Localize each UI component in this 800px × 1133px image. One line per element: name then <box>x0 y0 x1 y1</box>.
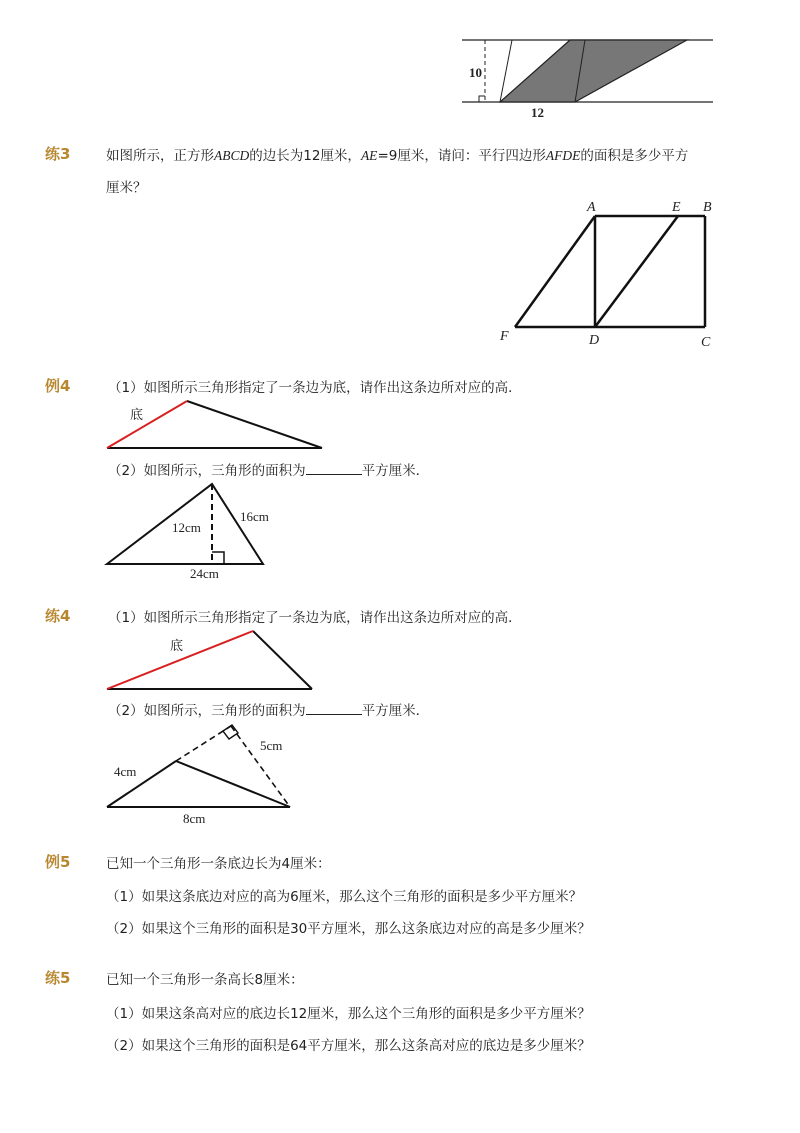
li4-side-label: 16cm <box>240 509 269 524</box>
li5-intro: 已知一个三角形一条底边长为4厘米： <box>106 856 331 872</box>
point-C-label: C <box>701 335 711 350</box>
lian4-side-label: 4cm <box>114 764 137 779</box>
lian4-part1-text: （1）如图所示三角形指定了一条边为底，请作出这条边所对应的高． <box>108 610 522 626</box>
lian4-part2-text: （2）如图所示，三角形的面积为 平方厘米． <box>108 703 430 719</box>
top-parallelogram-figure <box>455 30 725 125</box>
lian4-base-label: 底 <box>170 638 184 653</box>
lian4-base-length-label: 8cm <box>183 811 206 826</box>
li4-part1-text: （1）如图所示三角形指定了一条边为底，请作出这条边所对应的高． <box>108 380 522 396</box>
lian4-height-label: 5cm <box>260 738 283 753</box>
li4-answer-blank[interactable] <box>306 462 362 475</box>
lian5-intro: 已知一个三角形一条高长8厘米： <box>106 972 304 988</box>
lian3-square-figure <box>495 195 725 355</box>
li4-height-label: 12cm <box>172 520 201 535</box>
lian5-question-2: （2）如果这个三角形的面积是64平方厘米，那么这条高对应的底边是多少厘米？ <box>106 1038 591 1054</box>
li4-area-triangle-figure <box>100 478 300 583</box>
li5-question-2: （2）如果这个三角形的面积是30平方厘米，那么这条底边对应的高是多少厘米？ <box>106 921 591 937</box>
lian5-tag: 练5 <box>45 969 71 987</box>
li4-base-length-label: 24cm <box>190 566 219 581</box>
top-fig-height-label: 10 <box>469 65 482 80</box>
lian3-question-line1: 如图所示，正方形ABCD的边长为12厘米，AE=9厘米，请问：平行四边形AFDE的面积是多少平方 <box>106 148 689 164</box>
lian5-question-1: （1）如果这条高对应的底边长12厘米，那么这个三角形的面积是多少平方厘米？ <box>106 1006 591 1022</box>
li4-base-label: 底 <box>130 407 144 422</box>
point-F-label: F <box>500 329 509 344</box>
lian4-base-triangle-figure <box>100 625 320 695</box>
lian4-tag: 练4 <box>45 607 71 625</box>
top-fig-base-label: 12 <box>531 105 544 120</box>
li4-part2-text: （2）如图所示，三角形的面积为 平方厘米． <box>108 463 430 479</box>
lian4-answer-blank[interactable] <box>306 702 362 715</box>
point-D-label: D <box>589 333 600 348</box>
lian4-obtuse-triangle-figure <box>100 718 320 828</box>
lian3-question-line2: 厘米？ <box>106 180 147 196</box>
point-A-label: A <box>587 200 596 215</box>
li5-tag: 例5 <box>45 853 71 871</box>
li5-question-1: （1）如果这条底边对应的高为6厘米，那么这个三角形的面积是多少平方厘米？ <box>106 889 583 905</box>
point-B-label: B <box>703 200 712 215</box>
lian3-tag: 练3 <box>45 145 71 163</box>
point-E-label: E <box>672 200 681 215</box>
li4-base-triangle-figure <box>100 395 330 455</box>
li4-tag: 例4 <box>45 377 71 395</box>
